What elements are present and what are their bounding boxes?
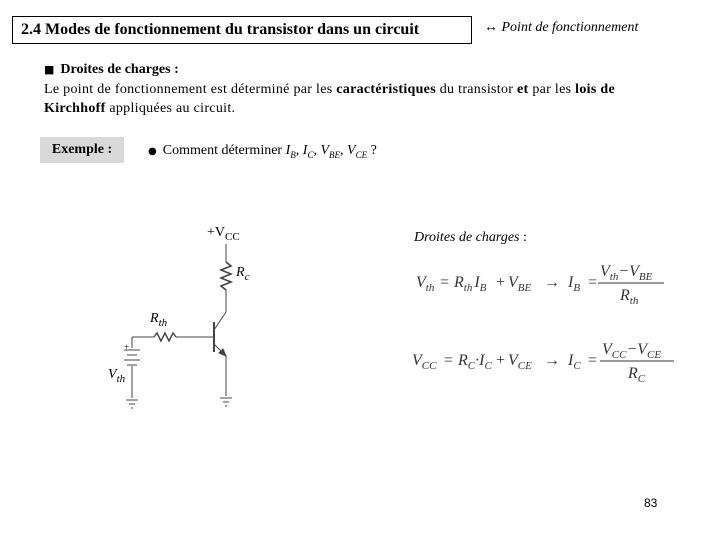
eq1-denominator: $R_{th}$ (620, 287, 639, 307)
eq2-result: $I_C$ (568, 352, 581, 372)
page-number: 83 (644, 496, 658, 510)
eq1-term2: $V_{BE}$ (508, 274, 532, 294)
eq2-numerator: $V_{CC}-V_{CE}$ (602, 341, 662, 361)
battery-plus-label: + (124, 342, 130, 352)
load-lines-label-text: Droites de charges (414, 230, 520, 245)
question-prefix: Comment déterminer (162, 143, 286, 158)
para-text-4: appliquées au circuit. (105, 101, 236, 116)
para-bold-et: et (517, 82, 529, 97)
rth-resistor (154, 333, 176, 341)
var-ib: $I_B$ (285, 143, 296, 160)
eq2-plus: + (496, 352, 506, 369)
eq1-numerator: $V_{th}-V_{BE}$ (600, 263, 653, 283)
subtitle-text: Point de fonctionnement (501, 20, 639, 35)
var-ic: $I_C$ (302, 143, 314, 160)
eq2-equals: = (444, 352, 454, 369)
example-label: Exemple : (40, 137, 124, 163)
para-text-2: du transistor (435, 82, 518, 97)
section-heading-text: Droites de charges (60, 62, 171, 77)
eq2-term1: $R_C\cdot I_C$ (458, 352, 492, 372)
eq2-arrow: → (544, 352, 560, 369)
equation-base-loop (416, 263, 664, 307)
para-bold-kirchhoff: lois de Kirchhoff (44, 82, 615, 116)
load-lines-colon: : (523, 230, 527, 245)
eq2-denominator: $R_C$ (628, 365, 646, 385)
question-suffix: ? (367, 143, 377, 158)
eq2-term2: $V_{CE}$ (508, 352, 532, 372)
eq1-arrow: → (544, 274, 560, 291)
var-vbe: $V_{BE}$ (320, 143, 341, 160)
transistor-collector (214, 312, 226, 330)
eq1-equals: = (440, 274, 450, 291)
slide-title: 2.4 Modes de fonctionnement du transistor dans un circuit (12, 16, 472, 44)
var-vce: $V_{CE}$ (347, 143, 368, 160)
eq2-result-equals: = (588, 352, 598, 369)
square-bullet-icon: ■ (44, 63, 55, 76)
vth-label: $V_{th}$ (108, 367, 126, 385)
round-bullet-icon: ● (148, 146, 157, 157)
rc-label: $R_c$ (236, 265, 250, 283)
double-arrow-icon: ↔ (484, 20, 498, 35)
eq1-lhs: $V_{th}$ (416, 274, 435, 294)
para-bold-caracteristiques: caractéristiques (336, 82, 436, 97)
vcc-label: $+V_{CC}$ (207, 225, 240, 243)
rc-resistor (221, 262, 231, 290)
eq1-plus: + (496, 274, 506, 291)
example-question: ● Comment déterminer $I_B$, $I_C$, $V_{BE}$, $V_{CE}$ ? (148, 143, 377, 160)
para-text-3: par les (528, 82, 576, 97)
equation-collector-loop (412, 341, 674, 385)
eq2-lhs: $V_{CC}$ (412, 352, 437, 372)
section-heading-colon: : (174, 62, 179, 77)
para-text-1: Le point de fonctionnement est déterminé par les (44, 82, 337, 97)
rth-label: $R_{th}$ (150, 311, 168, 329)
eq1-result: $I_B$ (568, 274, 581, 294)
eq1-result-equals: = (588, 274, 598, 291)
eq1-term1: $R_{th}$ $I_B$ (454, 274, 487, 294)
circuit-diagram (124, 244, 232, 408)
